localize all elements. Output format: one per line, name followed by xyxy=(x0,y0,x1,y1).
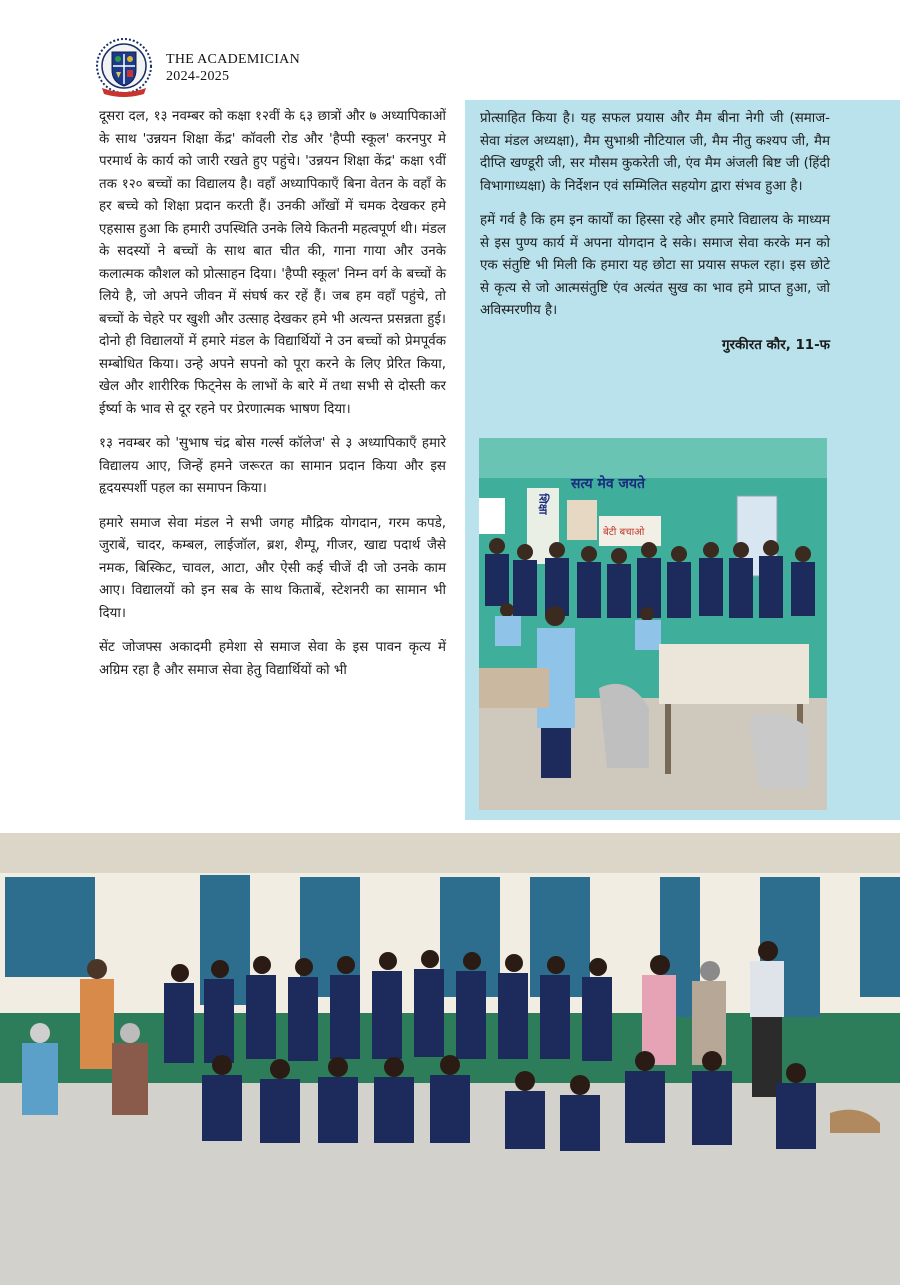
group-photo xyxy=(0,833,900,1285)
paragraph: सेंट जोजफ्स अकादमी हमेशा से समाज सेवा के इस पावन कृत्य में अग्रिम रहा है और समाज सेवा हेतु विद्यार्थियों को भी xyxy=(99,640,446,678)
paragraph: दूसरा दल, १३ नवम्बर को कक्षा १२वीं के ६३ छात्रों और ७ अध्यापिकाओं के साथ 'उन्नयन शिक्षा केंद्र' कॉवली रोड और 'हैप्पी स्कूल' करनपुर मे परमार्थ के कार्य को जारी रखते हुए पहुंचे। 'उन्नयन शिक्षा केंद्र' कक्षा ९वीं तक १२० बच्चों का विद्यालय है। वहाँ अध्यापिकाएँ बिना वेतन के वहाँ के हर बच्चे को शिक्षा प्रदान करती हैं। उनकी आँखों में चमक देखकर हमे एहसास हुआ कि हमारी उपस्थिति उनके लिये कितनी महत्वपूर्ण थी। मंडल के सदस्यों ने बच्चों के साथ बात चीत की, गाना गाया और उनके कलात्मक कौशल को प्रोत्साहन दिया। 'हैप्पी स्कूल' निम्न वर्ग के बच्चों के लिये है, जो अपने जीवन में संघर्ष कर रहें हैं। जब हम वहाँ पहुंचे, तो बच्चों के चेहरे पर खुशी और उत्साह देखकर हमे भी अत्यन्त प्रसन्नता हुई। दोनो ही विद्यालयों में हमारे मंडल के विद्यार्थियों ने उन बच्चों को प्रेमपूर्वक सम्बोधित किया। उन्हे अपने सपनो को पूरा करने के लिए प्रेरित किया, खेल और शारीरिक फिट्नेस के लाभों के बारे में तथा सभी से दोस्ती कर ईर्ष्या के भाव से दूर रहने पर प्रेरणात्मक भाषण दिया। xyxy=(99,109,446,417)
author-signature: गुरकीरत कौर, 11-फ xyxy=(721,337,830,353)
paragraph: १३ नवम्बर को 'सुभाष चंद्र बोस गर्ल्स कॉलेज' से ३ अध्यापिकाएँ हमारे विद्यालय आए, जिन्हें हमने जरूरत का सामान प्रदान किया और इस हृदयस्पर्शी पहल का समापन किया। xyxy=(99,436,446,496)
wall-banner: बेटी बचाओ xyxy=(603,527,645,538)
wall-slogan: सत्य मेव जयते xyxy=(571,476,646,492)
magazine-title: THE ACADEMICIAN xyxy=(166,52,300,67)
left-text-column xyxy=(99,106,446,694)
paragraph: प्रोत्साहित किया है। यह सफल प्रयास और मैम बीना नेगी जी (समाज-सेवा मंडल अध्यक्षा), मैम सुभाश्री नौटियाल जी, मैम नीतु कश्यप जी, मैम दीप्ति खण्डूरी जी, सर मौसम कुकरेती जी, एंव मैम अंजली बिष्ट जी (हिंदी विभागाध्यक्षा) के निर्देशन एवं सम्मिलित सहयोग द्वारा संभव हुआ है। xyxy=(480,111,830,194)
school-crest-icon xyxy=(92,36,156,100)
page-header xyxy=(92,38,300,98)
classroom-photo xyxy=(479,438,827,810)
magazine-year: 2024-2025 xyxy=(166,69,230,84)
paragraph: हमें गर्व है कि हम इन कार्यों का हिस्सा रहे और हमारे विद्यालय के माध्यम से इस पुण्य कार्य में अपना योगदान दे सके। समाज सेवा करके मन को एक संतुष्टि भी मिली कि हमारा यह छोटा सा प्रयास सफल रहा। इस छोटे से कृत्य से जो आत्मसंतुष्टि एंव अत्यंत सुख का भाव हमे प्राप्त हुआ, जो अविस्मरणीय है। xyxy=(480,213,830,318)
wall-text-vertical: शिक्षा xyxy=(536,493,550,515)
paragraph: हमारे समाज सेवा मंडल ने सभी जगह मौद्रिक योगदान, गरम कपडे, जुराबें, चादर, कम्बल, लाईजॉल, ब्रश, शैम्पू, गीजर, खाद्य पदार्थ जैसे नमक, बिस्किट, चावल, आटा, और ऐसी कई चीजें दी जो उनके काम आए। विद्यालयों को इन सब के साथ किताबें, स्टेशनरी का सामान भी दिया। xyxy=(99,515,446,621)
